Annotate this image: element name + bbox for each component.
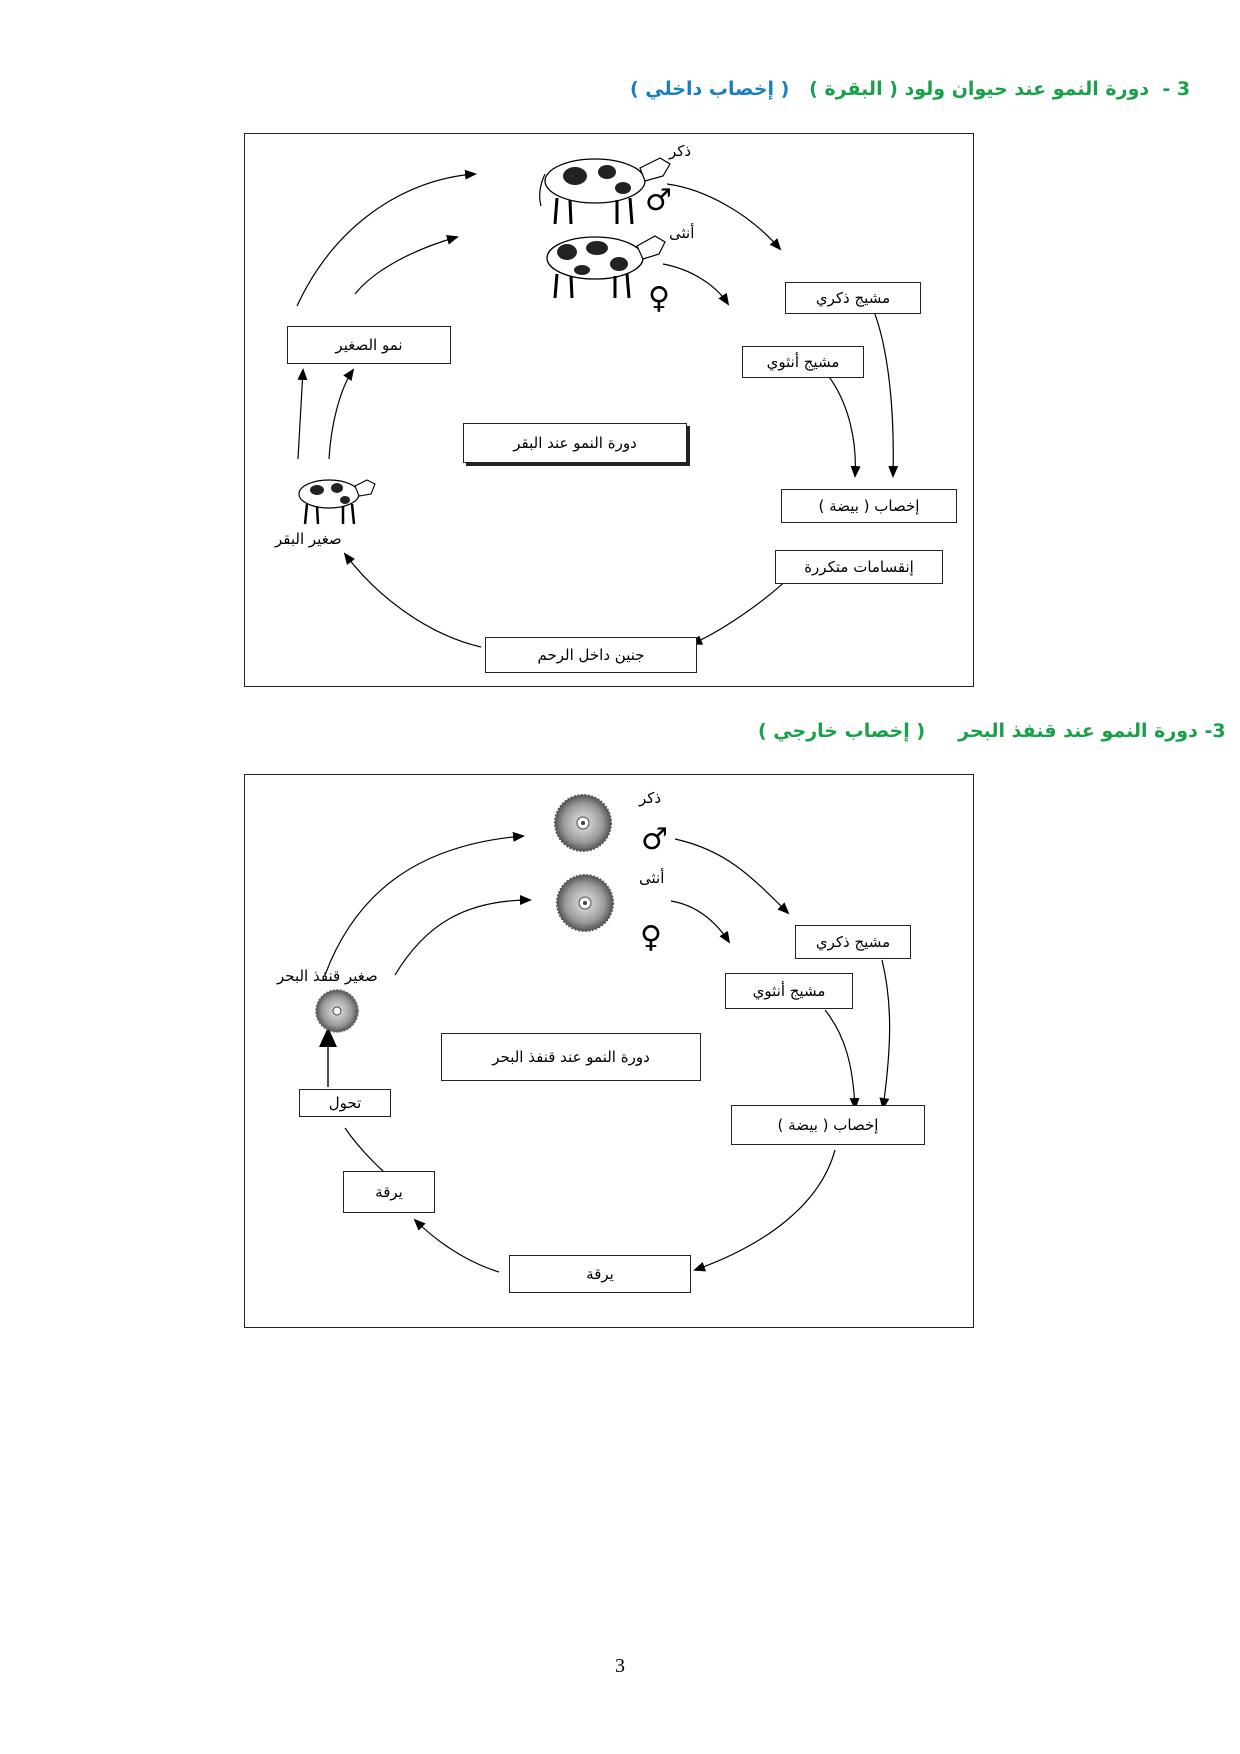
section2-heading [758, 720, 1226, 742]
urchin-metamorphosis-box: تحول [299, 1089, 391, 1117]
arrow-female-gamete-to-fert [825, 1010, 855, 1108]
arrow-young-to-male [325, 836, 523, 975]
urchin-larva-box-2: يرقة [509, 1255, 691, 1293]
urchin-young-label: صغير قنفذ البحر [277, 967, 378, 985]
urchin-female-label: أنثى [639, 869, 665, 887]
cow-embryo-box: جنين داخل الرحم [485, 637, 697, 673]
cow-fertilization-box: إخصاب ( بيضة ) [781, 489, 957, 523]
arrow-young-to-female [395, 900, 530, 975]
cow-female-gamete-box: مشيج أنثوي [742, 346, 864, 378]
urchin-female-gamete-box: مشيج أنثوي [725, 973, 853, 1009]
urchin-male-label: ذكر [639, 789, 662, 807]
arrow-male-gamete-to-fert [870, 302, 893, 476]
section1-heading-number: 3 - [1162, 78, 1191, 100]
section1-heading-main: دورة النمو عند حيوان ولود ( البقرة ) [809, 78, 1150, 100]
arrow-male-to-gamete [675, 839, 788, 913]
urchin-fertilization-box: إخصاب ( بيضة ) [731, 1105, 925, 1145]
male-urchin-icon [555, 795, 611, 851]
urchin-center-title-box: دورة النمو عند قنفذ البحر [441, 1033, 701, 1081]
section2-heading-main: 3- دورة النمو عند قنفذ البحر [958, 720, 1226, 742]
urchin-female-symbol: ♀ [640, 920, 662, 955]
urchin-male-symbol: ♂ [641, 822, 668, 857]
urchin-cycle-diagram [244, 774, 974, 1328]
section1-heading [630, 78, 1190, 100]
page-number: 3 [615, 1655, 625, 1677]
arrow-metamorphosis-to-young [319, 1027, 337, 1087]
cow-young-label: صغير البقر [275, 530, 342, 548]
cow-male-symbol: ♂ [645, 183, 672, 218]
arrow-fert-to-larva [695, 1150, 835, 1270]
cow-cycle-arrows [245, 134, 973, 686]
arrow-female-to-gamete [671, 901, 729, 942]
cow-center-title-box: دورة النمو عند البقر [463, 423, 687, 463]
arrow-young-to-growth-right [329, 370, 353, 459]
cow-male-gamete-box: مشيج ذكري [785, 282, 921, 314]
arrow-larva-to-larva [415, 1220, 499, 1272]
arrow-embryo-to-young [345, 554, 481, 647]
arrow-female-to-gamete [663, 264, 728, 304]
arrow-growth-to-female [355, 237, 457, 294]
calf-icon [299, 480, 375, 524]
young-urchin-icon [316, 990, 358, 1032]
cow-cycle-diagram [244, 133, 974, 687]
cow-male-label: ذكر [669, 142, 692, 160]
female-urchin-icon [557, 875, 613, 931]
arrow-male-gamete-to-fert [882, 960, 890, 1108]
section2-heading-type: ( إخصاب خارجي ) [758, 720, 926, 742]
section1-heading-type: ( إخصاب داخلي ) [630, 78, 790, 100]
cow-growth-box: نمو الصغير [287, 326, 451, 364]
urchin-male-gamete-box: مشيج ذكري [795, 925, 911, 959]
arrow-female-gamete-to-fert [827, 374, 855, 476]
cow-female-symbol: ♀ [648, 281, 670, 316]
urchin-larva-box-1: يرقة [343, 1171, 435, 1213]
arrow-young-to-growth-left [298, 370, 303, 459]
cow-female-label: أنثى [669, 224, 695, 242]
cow-divisions-box: إنقسامات متكررة [775, 550, 943, 584]
